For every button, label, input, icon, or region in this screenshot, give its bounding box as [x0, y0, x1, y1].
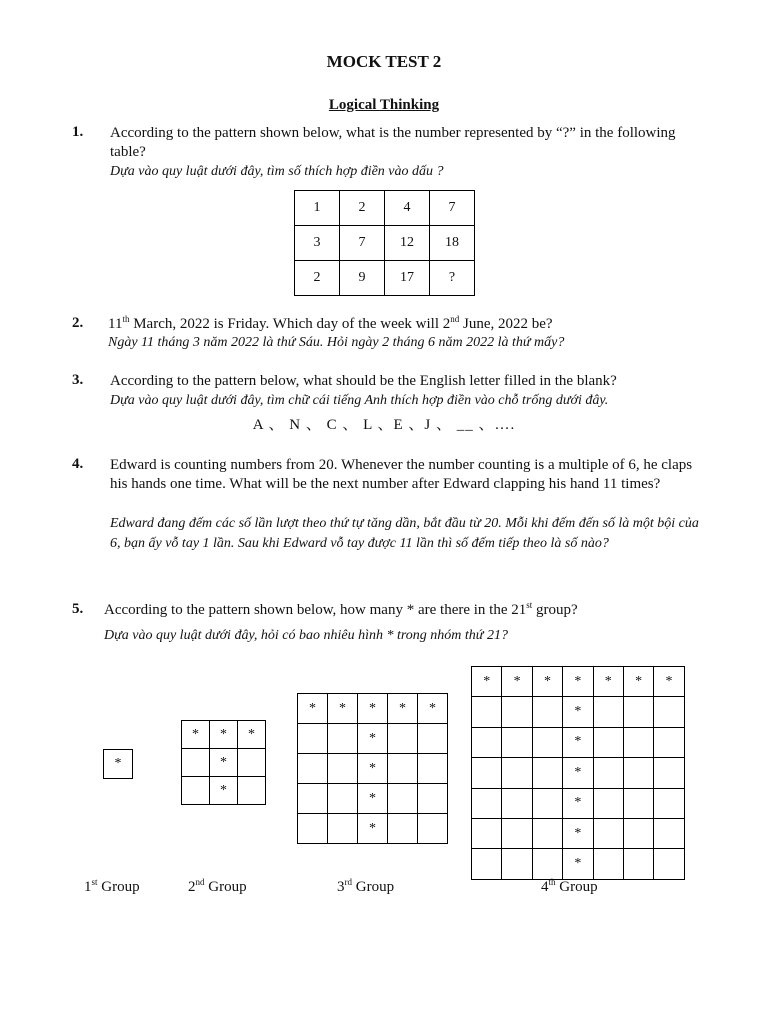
group-4-label: 4th Group [541, 877, 598, 895]
star-cell: * [563, 727, 593, 757]
empty-cell [502, 849, 532, 879]
grid-row [472, 849, 685, 879]
empty-cell [418, 724, 448, 754]
star-cell: * [358, 694, 388, 724]
empty-cell [472, 788, 502, 818]
empty-cell [472, 818, 502, 848]
table-cell: 2 [340, 191, 385, 226]
star-cell: * [388, 694, 418, 724]
empty-cell [388, 814, 418, 844]
empty-cell [654, 758, 684, 788]
empty-cell [472, 758, 502, 788]
empty-cell [654, 788, 684, 818]
empty-cell [182, 749, 210, 777]
number-table [294, 190, 475, 296]
question-1-text-vi: Dựa vào quy luật dưới đây, tìm số thích hợp điền vào dấu ? [110, 164, 444, 179]
star-cell: * [104, 750, 133, 779]
empty-cell [532, 849, 562, 879]
question-1-number: 1. [72, 124, 84, 140]
empty-cell [502, 727, 532, 757]
empty-cell [593, 758, 623, 788]
grid-row [298, 814, 448, 844]
grid-row [298, 724, 448, 754]
grid-row [298, 784, 448, 814]
grid-row [298, 694, 448, 724]
star-cell: * [563, 818, 593, 848]
group-4-grid [471, 666, 685, 880]
empty-cell [623, 727, 653, 757]
empty-cell [654, 818, 684, 848]
empty-cell [328, 724, 358, 754]
empty-cell [418, 784, 448, 814]
group-3-label: 3rd Group [337, 877, 395, 895]
star-cell: * [210, 749, 238, 777]
empty-cell [654, 727, 684, 757]
question-3-text-vi: Dựa vào quy luật dưới đây, tìm chữ cái tiếng Anh thích hợp điền vào chỗ trống dưới đây. [110, 393, 609, 408]
empty-cell [532, 697, 562, 727]
empty-cell [532, 758, 562, 788]
question-3-text-en: According to the pattern below, what should be the English letter filled in the blank? [110, 373, 617, 389]
table-cell: 7 [430, 191, 475, 226]
star-cell: * [593, 667, 623, 697]
empty-cell [532, 788, 562, 818]
empty-cell [623, 697, 653, 727]
star-cell: * [238, 721, 266, 749]
empty-cell [623, 818, 653, 848]
star-cell: * [358, 724, 388, 754]
grid-row [472, 818, 685, 848]
group-3-grid [297, 693, 448, 844]
empty-cell [328, 754, 358, 784]
empty-cell [593, 849, 623, 879]
empty-cell [238, 777, 266, 805]
grid-row [472, 758, 685, 788]
empty-cell [472, 727, 502, 757]
star-cell: * [182, 721, 210, 749]
empty-cell [502, 788, 532, 818]
empty-cell [298, 814, 328, 844]
grid-row [472, 667, 685, 697]
table-cell: ? [430, 261, 475, 296]
star-cell: * [563, 697, 593, 727]
empty-cell [593, 697, 623, 727]
grid-row [472, 727, 685, 757]
empty-cell [182, 777, 210, 805]
grid-row [104, 750, 133, 779]
star-cell: * [418, 694, 448, 724]
question-4-number: 4. [72, 456, 84, 472]
empty-cell [502, 818, 532, 848]
table-cell: 17 [385, 261, 430, 296]
star-cell: * [563, 667, 593, 697]
star-cell: * [328, 694, 358, 724]
star-cell: * [358, 784, 388, 814]
grid-row [182, 749, 266, 777]
table-cell: 9 [340, 261, 385, 296]
group-2-label: 2nd Group [188, 877, 247, 895]
grid-row [182, 721, 266, 749]
empty-cell [654, 697, 684, 727]
star-cell: * [472, 667, 502, 697]
star-cell: * [358, 814, 388, 844]
star-cell: * [502, 667, 532, 697]
empty-cell [298, 724, 328, 754]
question-2-text-vi: Ngày 11 tháng 3 năm 2022 là thứ Sáu. Hỏi ngày 2 tháng 6 năm 2022 là thứ mấy? [108, 335, 565, 350]
empty-cell [502, 697, 532, 727]
star-cell: * [358, 754, 388, 784]
empty-cell [388, 724, 418, 754]
star-cell: * [563, 758, 593, 788]
empty-cell [623, 849, 653, 879]
empty-cell [298, 754, 328, 784]
table-cell: 1 [295, 191, 340, 226]
table-cell: 18 [430, 226, 475, 261]
empty-cell [298, 784, 328, 814]
star-cell: * [623, 667, 653, 697]
question-2-text-en: 11th March, 2022 is Friday. Which day of the week will 2nd June, 2022 be? [108, 314, 553, 332]
table-row [295, 261, 475, 296]
table-row [295, 226, 475, 261]
star-cell: * [532, 667, 562, 697]
empty-cell [532, 818, 562, 848]
question-5-text-vi: Dựa vào quy luật dưới đây, hỏi có bao nhiêu hình * trong nhóm thứ 21? [104, 628, 508, 643]
empty-cell [502, 758, 532, 788]
table-cell: 4 [385, 191, 430, 226]
group-2-grid [181, 720, 266, 805]
table-cell: 12 [385, 226, 430, 261]
page-title: MOCK TEST 2 [326, 52, 442, 71]
empty-cell [532, 727, 562, 757]
letter-sequence: A 、 N 、 C 、 L 、E 、J 、 __ 、…. [252, 417, 516, 433]
group-1-grid [103, 749, 133, 779]
star-cell: * [210, 721, 238, 749]
table-cell: 3 [295, 226, 340, 261]
empty-cell [472, 697, 502, 727]
empty-cell [328, 814, 358, 844]
question-4-text-en: Edward is counting numbers from 20. Whenever the number counting is a multiple of 6, he claps his hands one time. What will be the next number after Edward clapping his hand 11 times? [110, 457, 693, 492]
grid-row [472, 788, 685, 818]
empty-cell [388, 754, 418, 784]
question-5-number: 5. [72, 601, 84, 617]
table-cell: 2 [295, 261, 340, 296]
star-cell: * [654, 667, 684, 697]
empty-cell [593, 727, 623, 757]
grid-row [472, 697, 685, 727]
empty-cell [328, 784, 358, 814]
table-row [295, 191, 475, 226]
section-title: Logical Thinking [328, 97, 440, 113]
empty-cell [238, 749, 266, 777]
star-cell: * [298, 694, 328, 724]
question-2-number: 2. [72, 315, 84, 331]
empty-cell [593, 788, 623, 818]
table-cell: 7 [340, 226, 385, 261]
question-4-text-vi: Edward đang đếm các số lần lượt theo thứ tự tăng dần, bắt đầu từ 20. Mỗi khi đếm đến số là một bội của 6, bạn ấy vỗ tay 1 lần. Sau khi Edward vỗ tay được 11 lần thì số đếm tiếp theo là số nào? [110, 516, 699, 551]
empty-cell [593, 818, 623, 848]
star-cell: * [563, 788, 593, 818]
grid-row [298, 754, 448, 784]
empty-cell [388, 784, 418, 814]
empty-cell [623, 758, 653, 788]
star-cell: * [563, 849, 593, 879]
empty-cell [623, 788, 653, 818]
grid-row [182, 777, 266, 805]
star-cell: * [210, 777, 238, 805]
empty-cell [654, 849, 684, 879]
question-5-text-en: According to the pattern shown below, how many * are there in the 21st group? [104, 600, 578, 618]
question-3-number: 3. [72, 372, 84, 388]
empty-cell [418, 754, 448, 784]
empty-cell [472, 849, 502, 879]
empty-cell [418, 814, 448, 844]
group-1-label: 1st Group [84, 877, 140, 895]
question-1-text-en: According to the pattern shown below, what is the number represented by “?” in the following table? [110, 125, 676, 160]
